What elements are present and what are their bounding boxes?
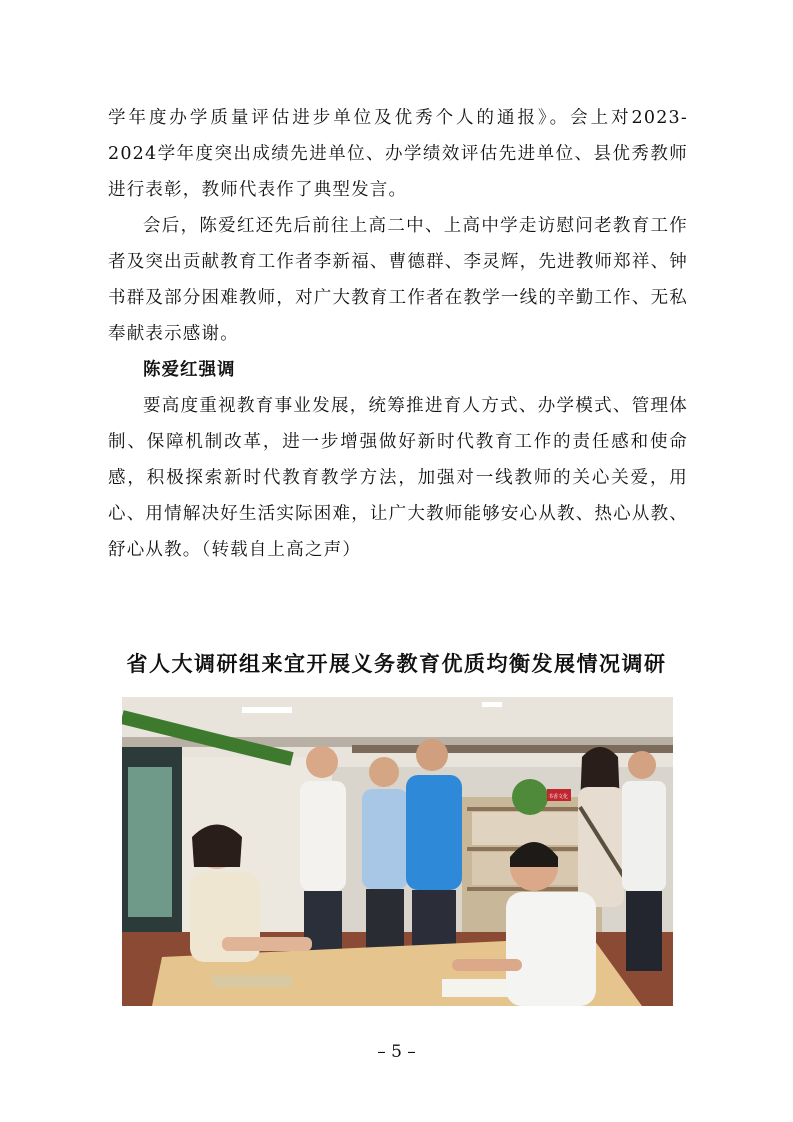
- paragraph-3: 要高度重视教育事业发展，统筹推进育人方式、办学模式、管理体制、保障机制改革，进一步增强做好新时代教育工作的责任感和使命感，积极探索新时代教育教学方法，加强对一线教师的关心关爱，用心、用情解决好生活实际困难，让广大教师能够安心从教、热心从教、舒心从教。（转载自上高之声）: [108, 396, 688, 560]
- article-body: [108, 100, 688, 568]
- paragraph-1: 学年度办学质量评估进步单位及优秀个人的通报》。会上对2023-2024学年度突出成绩先进单位、办学绩效评估先进单位、县优秀教师进行表彰，教师代表作了典型发言。: [108, 108, 688, 200]
- page-number: – 5 –: [377, 1042, 416, 1062]
- paragraph-2: 会后，陈爱红还先后前往上高二中、上高中学走访慰问老教育工作者及突出贡献教育工作者李新福、曹德群、李灵辉，先进教师郑祥、钟书群及部分困难教师，对广大教育工作者在教学一线的辛勤工作、无私奉献表示感谢。: [108, 216, 688, 344]
- subheading: 陈爱红强调: [143, 360, 236, 380]
- news-photo: [122, 697, 673, 1006]
- photo-illustration: [122, 697, 673, 1006]
- section-title: 省人大调研组来宜开展义务教育优质均衡发展情况调研: [126, 652, 667, 676]
- banner-text: 书香文化: [548, 794, 569, 800]
